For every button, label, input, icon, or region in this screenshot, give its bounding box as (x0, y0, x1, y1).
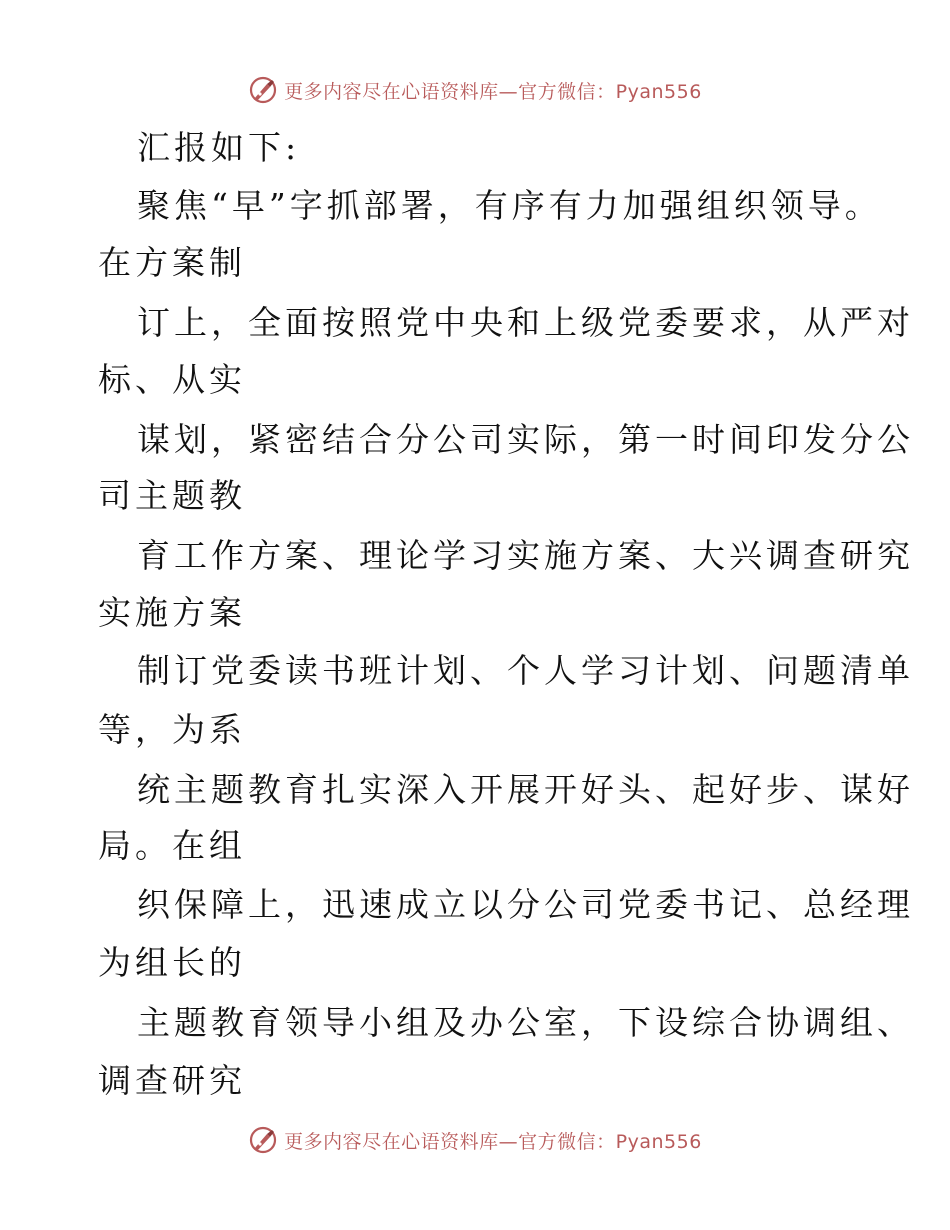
body-line: 订上，全面按照党中央和上级党委要求，从严对 (137, 303, 914, 342)
body-line: 制订党委读书班计划、个人学习计划、问题清单 (137, 651, 914, 690)
body-line: 统主题教育扎实深入开展开好头、起好步、谋好 (137, 770, 914, 809)
body-line: 汇报如下: (137, 128, 301, 167)
body-line: 聚焦“早”字抓部署，有序有力加强组织领导。 (137, 186, 882, 225)
body-line: 育工作方案、理论学习实施方案、大兴调查研究 (137, 536, 914, 575)
pen-nib-logo-icon (248, 75, 278, 105)
body-line: 织保障上，迅速成立以分公司党委书记、总经理 (137, 885, 914, 924)
body-line: 司主题教 (98, 476, 246, 515)
footer-watermark-text: 更多内容尽在心语资料库—官方微信：Pyan556 (284, 1130, 702, 1153)
body-line: 主题教育领导小组及办公室，下设综合协调组、 (137, 1003, 914, 1042)
header-watermark-text: 更多内容尽在心语资料库—官方微信：Pyan556 (284, 80, 702, 103)
body-line: 等，为系 (98, 710, 246, 749)
body-line: 谋划，紧密结合分公司实际，第一时间印发分公 (137, 420, 914, 459)
body-line: 为组长的 (98, 943, 246, 982)
body-line: 标、从实 (98, 360, 246, 399)
body-line: 在方案制 (98, 243, 246, 282)
body-line: 实施方案 (98, 593, 246, 632)
body-line: 局。在组 (98, 826, 246, 865)
footer-watermark-banner (0, 1120, 950, 1160)
pen-nib-logo-icon (248, 1125, 278, 1155)
body-line: 调查研究 (98, 1061, 246, 1100)
header-watermark-banner (0, 70, 950, 110)
